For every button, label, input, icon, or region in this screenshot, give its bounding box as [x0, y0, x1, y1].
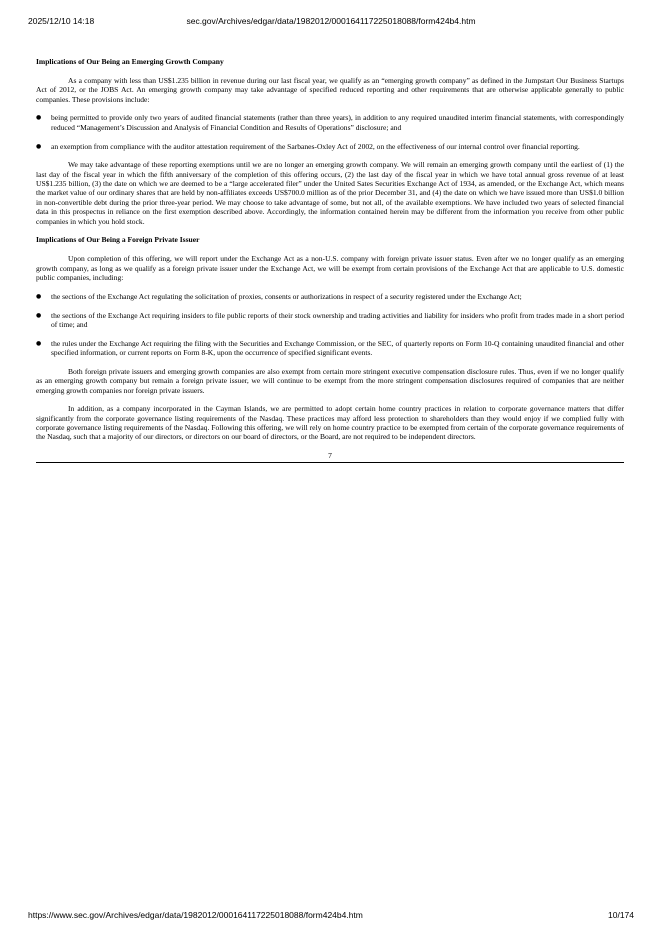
paragraph: We may take advantage of these reporting exemptions until we are no longer an emerging growth company. We will remain an emerging growth company until the earliest of (1) the last day of the fiscal year in which the fifth anniversary of the completion of this offering occurs, (2) the last day of the fiscal year in which we have total annual gross revenue of at least US$1.235 billion, (3) the date on which we are deemed to be a “large accelerated filer” under the United Sates Securities Exchange Act of 1934, as amended, or the Exchange Act, which means the market value of our ordinary shares that are held by non-affiliates exceeds US$700.0 million as of the prior December 31, and (4) the date on which we have issued more than US$1.0 billion in non-convertible debt during the prior three-year period. We may choose to take advantage of some, but not all, of the available exemptions. We have included two years of selected financial data in this prospectus in reliance on the first exemption described above. Accordingly, the information contained herein may be different from the information you receive from other public companies in which you hold stock.	[36, 160, 624, 226]
paragraph: Upon completion of this offering, we will report under the Exchange Act as a non-U.S. company with foreign private issuer status. Even after we no longer qualify as an emerging growth company, as long as we qualify as a foreign private issuer under the Exchange Act, we will be exempt from certain provisions of the Exchange Act that are applicable to U.S. domestic public companies, including:	[36, 254, 624, 283]
bullet-icon: ●	[36, 292, 42, 300]
paragraph: As a company with less than US$1.235 billion in revenue during our last fiscal year, we qualify as an “emerging growth company” as defined in the Jumpstart Our Business Startups Act of 2012, or the JOBS Act. An emerging growth company may take advantage of specified reduced reporting and other requirements that are otherwise applicable generally to public companies. These provisions include:	[36, 75, 624, 104]
paragraph: Both foreign private issuers and emerging growth companies are also exempt from certain more stringent executive compensation disclosure rules. Thus, even if we no longer qualify as an emerging growth company but remain a foreign private issuer, we will continue to be exempt from the more stringent compensation disclosures required of companies that are neither emerging growth companies nor foreign private issuers.	[36, 366, 624, 395]
page-divider	[36, 462, 624, 463]
list-item	[36, 113, 624, 132]
page-number: 7	[328, 451, 332, 461]
print-page-counter: 10/174	[608, 910, 634, 920]
list-item	[36, 339, 624, 358]
list-item-text: being permitted to provide only two years of audited financial statements (rather than three years), in addition to any required unaudited interim financial statements, with correspondingly reduced “Management’s Discussion and Analysis of Financial Condition and Results of Operations” disclosure; and	[51, 113, 624, 132]
list-item-text: an exemption from compliance with the auditor attestation requirement of the Sarbanes-Oxley Act of 2002, on the effectiveness of our internal control over financial reporting.	[51, 141, 580, 151]
bullet-list	[36, 113, 624, 151]
list-item-text: the sections of the Exchange Act requiring insiders to file public reports of their stock ownership and trading activities and liability for insiders who profit from trades made in a short period of time; and	[51, 310, 624, 329]
section-heading: Implications of Our Being an Emerging Growth Company	[36, 57, 224, 66]
list-item	[36, 311, 624, 330]
bullet-icon: ●	[36, 142, 42, 150]
bullet-list	[36, 292, 624, 358]
print-header	[28, 15, 634, 27]
section-heading: Implications of Our Being a Foreign Private Issuer	[36, 235, 200, 245]
section-foreign-private-issuer	[36, 235, 624, 441]
bullet-icon: ●	[36, 114, 42, 122]
print-datetime: 2025/12/10 14:18	[28, 16, 95, 26]
list-item	[36, 292, 624, 301]
list-item-text: the rules under the Exchange Act requiring the filing with the Securities and Exchange Commission, or the SEC, of quarterly reports on Form 10-Q containing unaudited financial and other specified information, or current reports on Form 8-K, upon the occurrence of specified significant events.	[51, 338, 624, 358]
print-footer	[28, 909, 634, 921]
section-emerging-growth	[36, 57, 624, 226]
bullet-icon: ●	[36, 311, 42, 319]
print-footer-url: https://www.sec.gov/Archives/edgar/data/1982012/000164117225018088/form424b4.htm	[28, 910, 363, 920]
document-body	[36, 57, 624, 463]
list-item	[36, 142, 624, 151]
paragraph: In addition, as a company incorporated in the Cayman Islands, we are permitted to adopt certain home country practices in relation to corporate governance matters that differ significantly from the corporate governance listing requirements of the Nasdaq. These practices may afford less protection to shareholders than they would enjoy if we complied fully with corporate governance listing requirements of the Nasdaq. Following this offering, we will rely on home country practice to be exempted from certain of the corporate governance requirements of the Nasdaq, such that a majority of our directors, or directors on our board of directors, or the Board, are not required to be independent directors.	[36, 404, 624, 442]
print-header-url: sec.gov/Archives/edgar/data/1982012/000164117225018088/form424b4.htm	[186, 16, 476, 26]
bullet-icon: ●	[36, 339, 42, 347]
list-item-text: the sections of the Exchange Act regulating the solicitation of proxies, consents or authorizations in respect of a security registered under the Exchange Act;	[51, 291, 522, 301]
